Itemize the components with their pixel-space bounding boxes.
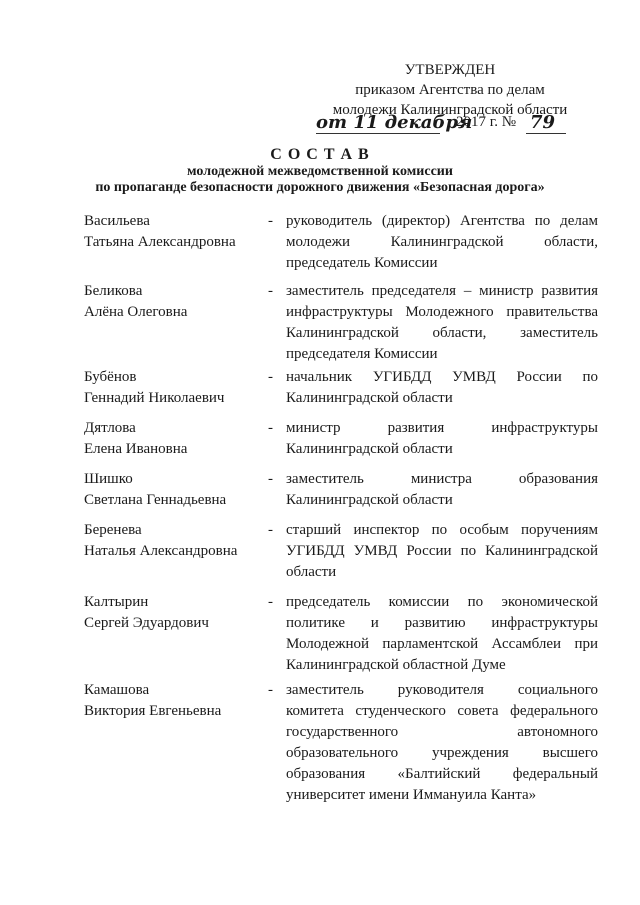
member-given-names: Светлана Геннадьевна (84, 492, 227, 508)
member-dash: - (268, 682, 273, 698)
member-dash: - (268, 594, 273, 610)
member-dash: - (268, 420, 273, 436)
document-title: С О С Т А В (270, 146, 370, 163)
handwritten-date: от 11 декабря (316, 112, 473, 133)
member-surname: Бубёнов (84, 369, 137, 385)
document-subtitle-1: молодежной межведомственной комиссии (187, 164, 453, 179)
member-role: заместитель министра образования Калининградской области (286, 471, 598, 508)
member-role: руководитель (директор) Агентства по делам молодежи Калининградской области, председатель Комиссии (286, 213, 598, 271)
member-given-names: Татьяна Александровна (84, 234, 236, 250)
date-underline (316, 133, 440, 134)
member-dash: - (268, 522, 273, 538)
member-role: старший инспектор по особым поручениям УГИБДД УМВД России по Калининградской области (286, 522, 598, 580)
approval-line-1: приказом Агентства по делам (355, 82, 545, 98)
approval-title: УТВЕРЖДЕН (404, 62, 496, 78)
member-dash: - (268, 213, 273, 229)
member-dash: - (268, 369, 273, 385)
approval-date-line (316, 112, 606, 138)
member-name (84, 281, 264, 323)
member-role: заместитель руководителя социального комитета студенческого совета федерального государственного автономного образовательного учреждения высшего образования «Балтийский федеральный университет имени Иммануила Канта» (286, 682, 598, 803)
member-surname: Калтырин (84, 594, 149, 610)
member-given-names: Алёна Олеговна (84, 304, 188, 320)
member-given-names: Елена Ивановна (84, 441, 188, 457)
approval-line-2: молодежи Калининградской области (332, 102, 568, 118)
member-role: заместитель председателя – министр развития инфраструктуры Молодежного правительства Калининградской области, заместитель председателя Комиссии (286, 283, 598, 362)
member-surname: Камашова (84, 682, 150, 698)
member-role: председатель комиссии по экономической политике и развитию инфраструктуры Молодежной парламентской Ассамблеи при Калининградской областной Думе (286, 594, 598, 673)
member-surname: Дятлова (84, 420, 136, 436)
member-given-names: Виктория Евгеньевна (84, 703, 222, 719)
member-surname: Беликова (84, 283, 143, 299)
member-name (84, 367, 264, 409)
member-given-names: Геннадий Николаевич (84, 390, 225, 406)
member-name (84, 211, 264, 253)
year-number-label: 2017 г. № (456, 114, 517, 130)
member-name (84, 418, 264, 460)
member-dash: - (268, 283, 273, 299)
member-surname: Шишко (84, 471, 133, 487)
handwritten-number: 79 (530, 112, 556, 133)
member-name (84, 469, 264, 511)
document-subtitle-2: по пропаганде безопасности дорожного движения «Безопасная дорога» (95, 180, 545, 195)
member-surname: Беренева (84, 522, 142, 538)
member-surname: Васильева (84, 213, 150, 229)
member-role: министр развития инфраструктуры Калининградской области (286, 420, 598, 457)
number-underline (526, 133, 566, 134)
member-given-names: Наталья Александровна (84, 543, 238, 559)
member-given-names: Сергей Эдуардович (84, 615, 209, 631)
member-role: начальник УГИБДД УМВД России по Калининградской области (286, 369, 598, 406)
member-name (84, 592, 264, 634)
member-name (84, 680, 264, 722)
member-name (84, 520, 264, 562)
member-dash: - (268, 471, 273, 487)
